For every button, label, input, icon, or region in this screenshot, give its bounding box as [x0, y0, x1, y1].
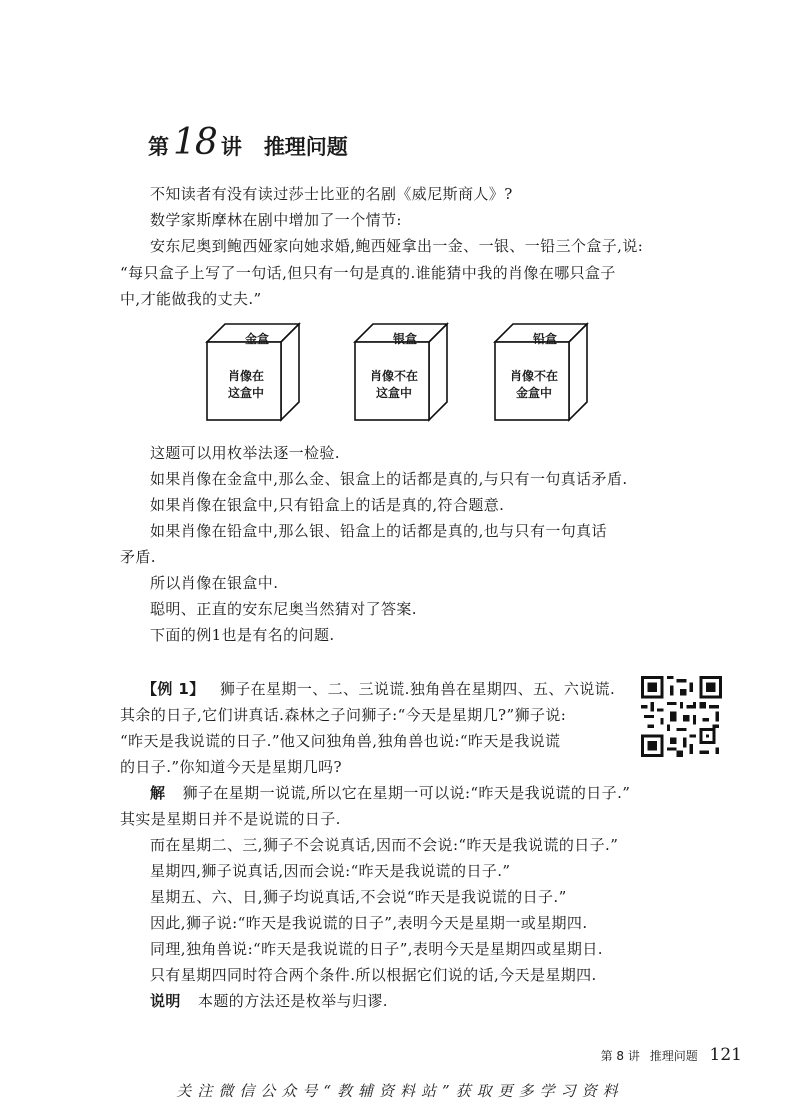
analysis-line: 如果肖像在金盒中,那么金、银盒上的话都是真的,与只有一句真话矛盾.: [150, 470, 628, 488]
footer-chapter: 第 8 讲: [600, 1049, 640, 1063]
gold-box: [205, 318, 301, 422]
analysis-line: 所以肖像在银盒中.: [150, 574, 279, 592]
solution-line: 同理,独角兽说:“昨天是我说谎的日子”,表明今天是星期四或星期日.: [150, 940, 603, 958]
chapter-number: 18: [173, 122, 217, 163]
silver-box: [353, 318, 449, 422]
page-footer: [601, 1045, 742, 1065]
example-first-line: [142, 679, 615, 699]
solution-label: 解: [150, 784, 166, 802]
box-lid-label: 银盒: [392, 332, 417, 346]
solution-line: 星期四,狮子说真话,因而会说:“昨天是我说谎的日子.”: [150, 862, 511, 880]
chapter-title: [148, 122, 348, 168]
note-label: 说明: [150, 992, 181, 1010]
intro-line: 不知读者有没有读过莎士比亚的名剧《威尼斯商人》?: [150, 185, 513, 203]
intro-line: 数学家斯摩林在剧中增加了一个情节:: [150, 211, 402, 229]
qr-code[interactable]: [641, 676, 722, 757]
chapter-prefix: 第: [148, 135, 169, 159]
note-line: [150, 991, 388, 1011]
chapter-topic: 推理问题: [263, 135, 348, 159]
box-face-text: 肖像在 这盒中: [227, 369, 264, 400]
chapter-suffix: 讲: [220, 135, 242, 159]
box-lid-label: 铅盒: [532, 332, 557, 346]
solution-line: 而在星期二、三,狮子不会说真话,因而不会说:“昨天是我说谎的日子.”: [150, 836, 619, 854]
solution-line: 其实是星期日并不是说谎的日子.: [120, 810, 341, 828]
solution-text: 狮子在星期一说谎,所以它在星期一可以说:“昨天是我说谎的日子.”: [182, 784, 631, 802]
solution-line: 星期五、六、日,狮子均说真话,不会说“昨天是我说谎的日子.”: [150, 888, 567, 906]
analysis-line: 聪明、正直的安东尼奥当然猜对了答案.: [150, 600, 417, 618]
promo-banner: 关注微信公众号“教辅资料站”获取更多学习资料: [176, 1082, 624, 1100]
lead-box: [493, 318, 589, 422]
example-text: 狮子在星期一、二、三说谎.独角兽在星期四、五、六说谎.: [219, 680, 616, 698]
page-number: 121: [709, 1045, 742, 1065]
solution-line: 因此,狮子说:“昨天是我说谎的日子”,表明今天是星期一或星期四.: [150, 914, 588, 932]
box-lid-label: 金盒: [244, 332, 269, 346]
box-face-text: 肖像不在 这盒中: [369, 369, 418, 400]
analysis-line: 矛盾.: [120, 548, 156, 566]
analysis-line: 这题可以用枚举法逐一检验.: [150, 444, 340, 462]
example-line: 的日子.”你知道今天是星期几吗?: [120, 758, 342, 776]
analysis-line: 如果肖像在铅盒中,那么银、铅盒上的话都是真的,也与只有一句真话: [150, 522, 607, 540]
example-line: “昨天是我说谎的日子.”他又问独角兽,独角兽也说:“昨天是我说谎: [120, 732, 561, 750]
solution-first-line: [150, 783, 630, 803]
box-illustration: [205, 318, 605, 428]
intro-line: “每只盒子上写了一句话,但只有一句是真的.谁能猜中我的肖像在哪只盒子: [120, 264, 616, 282]
example-line: 其余的日子,它们讲真话.森林之子问狮子:“今天是星期几?”狮子说:: [120, 706, 567, 724]
note-text: 本题的方法还是枚举与归谬.: [197, 992, 388, 1010]
solution-line: 只有星期四同时符合两个条件.所以根据它们说的话,今天是星期四.: [150, 966, 597, 984]
box-face-text: 肖像不在 金盒中: [509, 369, 558, 400]
analysis-line: 如果肖像在银盒中,只有铅盒上的话是真的,符合题意.: [150, 496, 505, 514]
example-label: 【例 1】: [142, 680, 205, 698]
analysis-line: 下面的例1也是有名的问题.: [150, 626, 335, 644]
footer-topic: 推理问题: [649, 1049, 698, 1063]
intro-line: 安东尼奥到鲍西娅家向她求婚,鲍西娅拿出一金、一银、一铅三个盒子,说:: [150, 237, 644, 255]
intro-line: 中,才能做我的丈夫.”: [120, 290, 262, 308]
